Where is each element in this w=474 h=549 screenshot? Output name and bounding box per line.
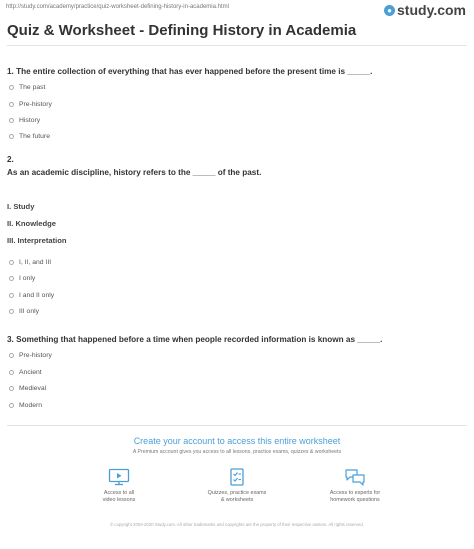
option-label: I only	[19, 275, 36, 282]
question-1-option-3[interactable]	[9, 117, 40, 124]
study-com-logo[interactable]	[384, 2, 466, 18]
feature-label	[310, 490, 400, 504]
question-3-text: 3. Something that happened before a time when people recorded information is known as _____.	[7, 335, 383, 344]
study-com-logo-icon: ●	[384, 5, 395, 16]
page-url: http://study.com/academy/practice/quiz-worksheet-defining-history-in-academia.html	[6, 4, 229, 10]
option-label: I, II, and III	[19, 259, 52, 266]
copyright-footer	[0, 522, 474, 528]
question-3-option-4[interactable]	[9, 402, 42, 409]
question-1-option-4[interactable]	[9, 133, 50, 140]
question-2-statement-3: III. Interpretation	[7, 236, 67, 245]
question-2-option-4[interactable]	[9, 308, 39, 315]
cta-title[interactable]: Create your account to access this entire worksheet	[133, 436, 341, 446]
question-2-text: As an academic discipline, history refers to the _____ of the past.	[7, 168, 262, 177]
question-1-option-1[interactable]	[9, 84, 45, 91]
monitor-icon	[108, 468, 130, 486]
question-2-statement-1: I. Study	[7, 202, 35, 211]
quiz-checklist-icon	[226, 468, 248, 486]
top-bar	[0, 0, 474, 20]
question-2-statement-2: II. Knowledge	[7, 219, 56, 228]
chat-bubbles-icon	[344, 468, 366, 486]
radio-circle-icon[interactable]	[9, 260, 14, 265]
option-label: Pre-history	[19, 352, 52, 359]
feature-label-line-2: homework questions	[330, 497, 380, 503]
feature-quizzes-worksheets	[192, 468, 282, 504]
radio-circle-icon[interactable]	[9, 403, 14, 408]
question-3-option-3[interactable]	[9, 385, 46, 392]
question-2-option-3[interactable]	[9, 292, 54, 299]
option-label: Ancient	[19, 369, 42, 376]
feature-label-line-2: & worksheets	[220, 497, 254, 503]
option-label: Modern	[19, 402, 43, 409]
option-label: History	[19, 117, 41, 124]
option-label: Pre-history	[19, 101, 52, 108]
feature-label-line-1: Access to experts for	[329, 490, 381, 496]
option-label: The future	[19, 133, 50, 140]
radio-circle-icon[interactable]	[9, 386, 14, 391]
question-2-option-2[interactable]	[9, 275, 35, 282]
feature-video-lessons	[74, 468, 164, 504]
title-divider	[7, 45, 467, 46]
logo-text: study.com	[397, 2, 466, 18]
feature-label-line-1: Access to all	[103, 490, 135, 496]
radio-circle-icon[interactable]	[9, 370, 14, 375]
radio-circle-icon[interactable]	[9, 309, 14, 314]
option-label: III only	[19, 308, 40, 315]
option-label: The past	[19, 84, 46, 91]
feature-label	[74, 490, 164, 504]
feature-homework-experts	[310, 468, 400, 504]
feature-label	[192, 490, 282, 504]
question-2-number: 2.	[7, 155, 14, 164]
cta-divider	[7, 425, 467, 426]
radio-circle-icon[interactable]	[9, 276, 14, 281]
feature-label-line-2: video lessons	[102, 497, 136, 503]
copyright-text: © copyright 2003-2020 Study.com. All other trademarks and copyrights are the property of their respective owners. All rights reserved.	[110, 522, 364, 527]
radio-circle-icon[interactable]	[9, 134, 14, 139]
page-title: Quiz & Worksheet - Defining History in Academia	[7, 22, 357, 39]
question-2-option-1[interactable]	[9, 259, 51, 266]
radio-circle-icon[interactable]	[9, 118, 14, 123]
question-1-text: 1. The entire collection of everything that has ever happened before the present time is _____.	[7, 67, 373, 76]
cta-subtitle: A Premium account gives you access to all lessons, practice exams, quizzes & worksheets	[132, 449, 342, 455]
radio-circle-icon[interactable]	[9, 353, 14, 358]
question-3-option-1[interactable]	[9, 352, 52, 359]
radio-circle-icon[interactable]	[9, 293, 14, 298]
radio-circle-icon[interactable]	[9, 85, 14, 90]
radio-circle-icon[interactable]	[9, 102, 14, 107]
feature-label-line-1: Quizzes, practice exams	[207, 490, 267, 496]
option-label: I and II only	[19, 292, 55, 299]
question-3-option-2[interactable]	[9, 369, 42, 376]
option-label: Medieval	[19, 385, 47, 392]
question-1-option-2[interactable]	[9, 101, 52, 108]
